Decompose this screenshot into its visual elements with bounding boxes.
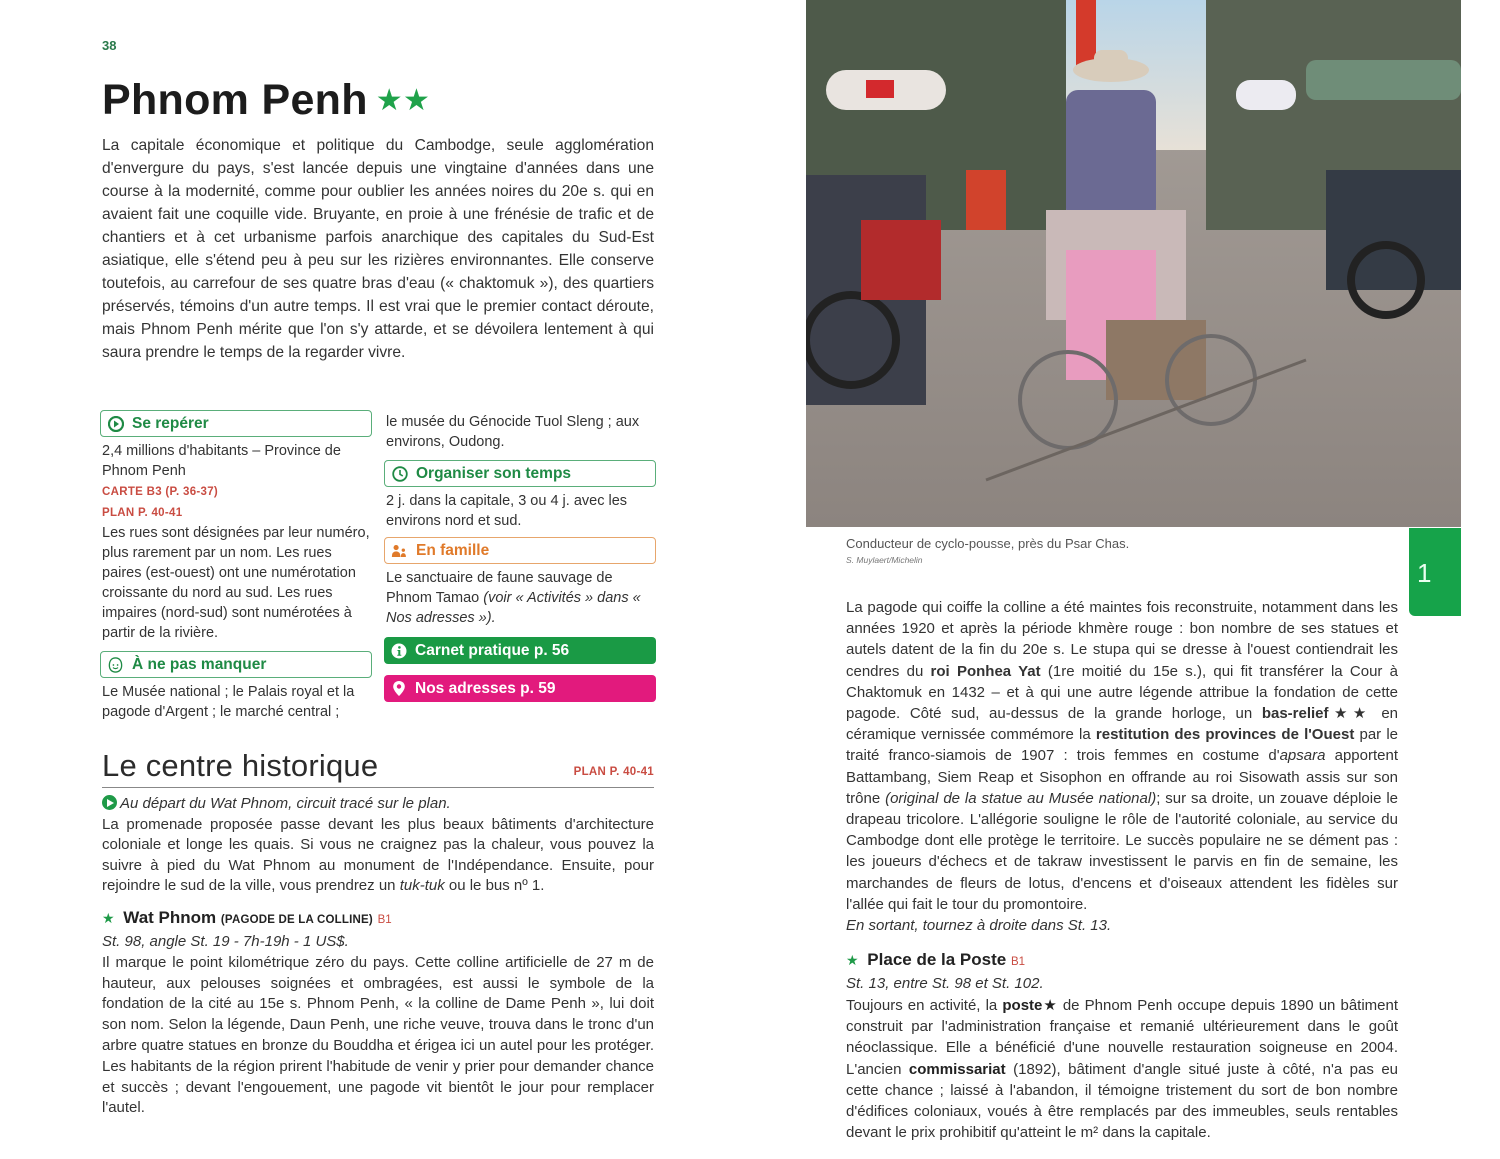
pagoda-text-2: (1re moitié du 15e s.), qui fit transférer la Cour à Chaktomuk en 1432 – et à qui une autre légende attribue la fondation de cette pagode. Côté sud, au-dessus de la grande horloge, un xyxy=(846,662,1398,723)
page-number: 38 xyxy=(102,38,117,53)
en-famille-note: (voir « Activités » dans « Nos adresses »). xyxy=(386,590,641,626)
rating-stars-icon: ★★ xyxy=(375,84,431,117)
circuit-italic: tuk-tuk xyxy=(399,877,445,894)
wat-phnom-heading xyxy=(102,906,654,932)
circuit-text: La promenade proposée passe devant les plus beaux bâtiments d'architecture coloniale et longe les quais. Si vous ne craignez pas la chaleur, vous pouvez la suivre à pied du Wat Phnom au monument de l'Indépendance. Ensuite, pour rejoindre le sud de la ville, vous prendrez un xyxy=(102,815,654,894)
wat-phnom-address: St. 98, angle St. 19 - 7h-19h - 1 US$. xyxy=(102,933,349,950)
poste-text-2: de Phnom Penh occupe depuis 1890 un bâtiment construit par l'administration française et remanié ultérieurement dans le goût néoclassique. Elle a bénéficié d'une nouvelle restauration soigneuse en 2004. L'ancien xyxy=(846,997,1399,1078)
en-famille-text xyxy=(384,564,656,637)
wat-phnom-name: Wat Phnom xyxy=(123,908,217,927)
pagoda-italic-2: (original de la statue au Musée national) xyxy=(885,789,1157,807)
page-title xyxy=(102,76,430,125)
pagoda-bold-2: bas-relief★★ xyxy=(1261,705,1372,723)
wat-phnom-description: Il marque le point kilométrique zéro du pays. Cette colline artificielle de 27 m de hauteur, aux pelouses soignées et ombragées, est aussi le symbole de la fondation de la cité au 15e s. Phnom Penh, « la colline de Dame Penh », lui doit son nom. Selon la légende, Daun Penh, une riche veuve, trouva dans le tronc d'un arbre quatre statues en bronze du Bouddha et érigea ici un autel pour les protéger. Les habitants de la région prirent l'habitude de venir y prier pour demander chance et succès ; devant l'engouement, une pagode vit bientôt le jour pour remplacer l'autel. xyxy=(102,953,654,1117)
circuit-start: Au départ du Wat Phnom, circuit tracé sur le plan. xyxy=(120,795,451,812)
ne-pas-manquer-text: Le Musée national ; le Palais royal et la pagode d'Argent ; le marché central ; xyxy=(102,684,355,720)
star-icon: ★ xyxy=(102,910,115,926)
wat-phnom-subtitle: (PAGODE DE LA COLLINE) xyxy=(220,914,373,926)
info-column-right xyxy=(384,412,656,702)
organiser-header xyxy=(384,460,656,487)
play-circle-icon xyxy=(102,795,117,810)
organiser-label: Organiser son temps xyxy=(416,464,572,482)
pagoda-text-5: apportent Battambang, Siem Reap et Sisophon en offrande au roi Sisowath assis sur son trône xyxy=(846,747,1398,807)
pagoda-bold-3: restitution des provinces de l'Ouest xyxy=(1095,726,1355,744)
cyclo-photo xyxy=(806,0,1461,527)
se-reperer-text xyxy=(100,437,372,643)
clock-icon xyxy=(391,465,408,482)
en-famille-header xyxy=(384,537,656,564)
family-icon xyxy=(391,542,408,559)
intro-paragraph: La capitale économique et politique du Cambodge, seule agglomération d'envergure du pays, s'est lancée depuis une vingtaine d'années dans une course à la modernité, comme pour oublier les années noires du 20e s. qui en avaient fait une coquille vide. Bruyante, en proie à une frénésie de trafic et de chantiers et à cet urbanisme parfois anarchique des capitales du Sud-Est asiatique, elle s'étend peu à peu sur les rizières environnantes. Elle conserve toutefois, au carrefour de ses quatre bras d'eau (« chaktomuk »), des quartiers préservés, témoins d'un autre temps. Il est vrai que le premier contact déroute, mais Phnom Penh mérite que l'on s'y attarde, et se dévoilera lentement à qui saura prendre le temps de la regarder vivre. xyxy=(102,137,654,361)
plan-reference-link[interactable]: PLAN P. 40-41 xyxy=(102,507,183,519)
se-reperer-label: Se repérer xyxy=(132,414,209,432)
carnet-pratique-label: Carnet pratique p. 56 xyxy=(415,641,570,659)
circuit-paragraph xyxy=(102,794,654,897)
ne-pas-manquer-header xyxy=(100,651,372,678)
pagoda-text-6: ; sur sa droite, un zouave déploie le drapeau tricolore. L'allégorie souligne le rôle de l'autorité coloniale, au service du Cambodge dont elle protège le territoire. Le succès populaire ne se dément pas : les joueurs d'échecs et de takraw investissent le parvis en fin de semaine, les marchandes de fleurs de lotus, d'encens et d'oiseaux attendent les fidèles sur l'allée qui fait le tour du promontoire. xyxy=(846,789,1398,913)
population-text: 2,4 millions d'habitants – Province de Phnom Penh xyxy=(102,443,341,479)
ne-pas-manquer-continued: le musée du Génocide Tuol Sleng ; aux environs, Oudong. xyxy=(386,414,640,450)
section-plan-reference[interactable]: PLAN P. 40-41 xyxy=(573,766,654,778)
pagoda-italic-1: apsara xyxy=(1279,747,1326,765)
map-reference-link[interactable]: CARTE B3 (P. 36-37) xyxy=(102,486,219,498)
pagoda-text xyxy=(846,597,1398,915)
organiser-text: 2 j. dans la capitale, 3 ou 4 j. avec les environs nord et sud. xyxy=(386,493,628,529)
carnet-pratique-button[interactable] xyxy=(384,637,656,664)
photo-caption: Conducteur de cyclo-pousse, près du Psar Chas. xyxy=(846,536,1130,551)
pagoda-text-1: La pagode qui coiffe la colline a été maintes fois reconstruite, notamment dans les années 1920 et après la période khmère rouge : bon nombre de ses statues et autels datent de la fin du 20e s. Le stupa qui se dresse à l'ouest contiendrait les cendres du xyxy=(846,599,1398,680)
map-pin-icon xyxy=(390,680,407,697)
pagoda-text-4: par le traité franco-siamois de 1907 : trois femmes en costume d' xyxy=(846,726,1399,765)
nos-adresses-button[interactable] xyxy=(384,675,656,702)
circuit-text-end: ou le bus nº 1. xyxy=(448,877,545,894)
place-poste-heading xyxy=(846,948,1398,974)
poste-text-1: Toujours en activité, la xyxy=(846,997,998,1015)
smiley-face-icon xyxy=(107,656,124,673)
info-column-left xyxy=(100,410,372,728)
section-title: Le centre historique xyxy=(102,748,379,783)
section-heading xyxy=(102,748,654,788)
poste-bold-2: commissariat xyxy=(908,1060,1006,1078)
photo-credit: S. Muylaert/Michelin xyxy=(846,555,923,565)
wat-phnom-entry xyxy=(102,906,654,1119)
pagoda-paragraph xyxy=(846,597,1398,1143)
se-reperer-header xyxy=(100,410,372,437)
chapter-tab[interactable]: 1 xyxy=(1409,528,1461,616)
star-icon: ★ xyxy=(846,952,859,969)
place-poste-entry xyxy=(846,948,1398,1143)
title-text: Phnom Penh xyxy=(102,76,368,124)
pagoda-text-3: en céramique vernissée commémore la xyxy=(846,705,1399,744)
pagoda-direction: En sortant, tournez à droite dans St. 13. xyxy=(846,917,1112,935)
place-poste-description xyxy=(846,995,1398,1143)
ne-pas-manquer-label: À ne pas manquer xyxy=(132,655,267,673)
poste-bold-1: poste★ xyxy=(1002,997,1058,1015)
place-poste-name: Place de la Poste xyxy=(867,950,1007,970)
place-poste-address: St. 13, entre St. 98 et St. 102. xyxy=(846,975,1044,993)
en-famille-label: En famille xyxy=(416,541,490,559)
pagoda-bold-1: roi Ponhea Yat xyxy=(930,662,1041,680)
wat-phnom-grid-ref: B1 xyxy=(377,914,392,926)
en-famille-desc: Le sanctuaire de faune sauvage de Phnom Tamao xyxy=(386,570,613,606)
poste-text-3: (1892), bâtiment d'angle situé juste à côté, n'a pas eu cette chance ; laissé à l'abandon, il témoigne tristement du sort de bon nombre d'édifices coloniaux, voués à être remplacés par des immeubles, seuls rentables devant le prix prohibitif qu'atteint le m² dans la capitale. xyxy=(846,1060,1399,1142)
play-circle-icon xyxy=(107,415,124,432)
nos-adresses-label: Nos adresses p. 59 xyxy=(415,679,556,697)
streets-text: Les rues sont désignées par leur numéro, plus rarement par un nom. Les rues paires (est-ouest) ont une numérotation croissante du nord au sud. Les rues impaires (nord-sud) sont numérotées à partir de la rivière. xyxy=(102,525,370,641)
place-poste-grid-ref: B1 xyxy=(1010,956,1026,969)
info-icon xyxy=(390,642,407,659)
